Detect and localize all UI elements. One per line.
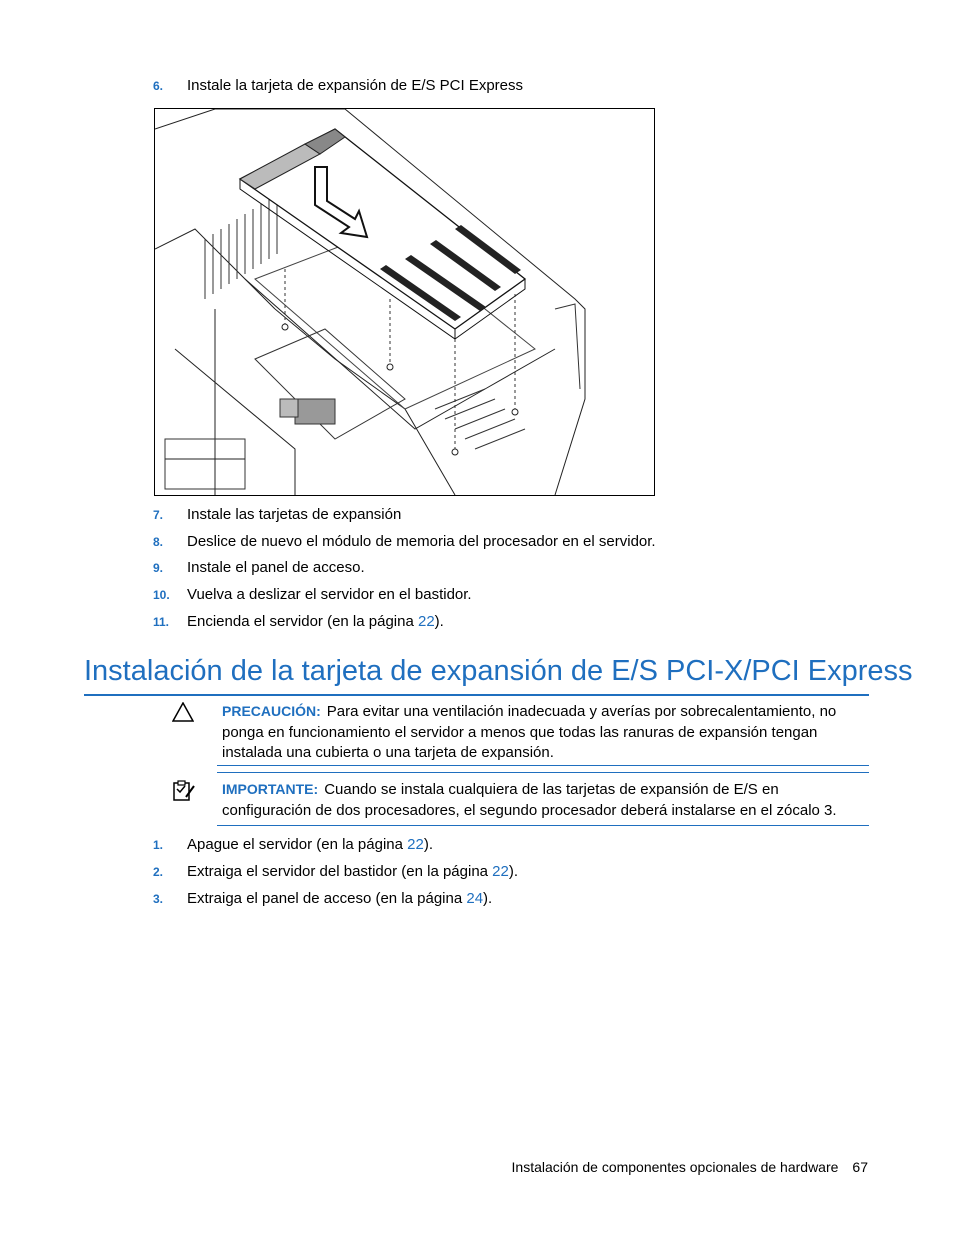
step-number: 1. [153,838,164,852]
step-number: 2. [153,865,164,879]
step-number: 10. [153,588,170,602]
step-text: Instale la tarjeta de expansión de E/S PCI Express [187,77,524,94]
step-text: Deslice de nuevo el módulo de memoria del procesador en el servidor. [187,533,656,550]
caution-divider [217,765,869,766]
step-3 [153,890,492,908]
step-7 [153,506,401,524]
important-bottom-divider [217,825,869,826]
important-text: Cuando se instala cualquiera de las tarjetas de expansión de E/S en configuración de dos procesadores, el segundo procesador deberá instalarse en el zócalo 3. [222,781,837,819]
step-2 [153,863,518,881]
section-title-rule [84,694,869,696]
caution-label: PRECAUCIÓN: [222,703,321,719]
important-top-divider [217,772,869,773]
page-link[interactable]: 22 [417,613,435,630]
step-10 [153,586,472,604]
step-text: Extraiga el panel de acceso (en la página [187,890,467,907]
footer-title: Instalación de componentes opcionales de hardware [511,1159,839,1175]
page-link[interactable]: 24 [466,890,484,907]
warning-triangle-icon [172,702,194,722]
step-text: Apague el servidor (en la página [187,836,408,853]
step-1 [153,836,433,854]
caution-text: Para evitar una ventilación inadecuada y averías por sobrecalentamiento, no ponga en funcionamiento el servidor a menos que todas las ranuras de expansión tengan instalada una cubierta o una tarjeta de expansión. [222,703,837,761]
step-text: Extraiga el servidor del bastidor (en la página [187,863,493,880]
step-number: 7. [153,508,164,522]
step-text-suffix: ). [434,613,444,630]
caution-note [222,701,862,764]
step-text-suffix: ). [483,890,493,907]
step-8 [153,533,656,551]
step-number: 8. [153,535,164,549]
step-text-suffix: ). [508,863,519,880]
step-11 [153,613,444,631]
step-text: Instale las tarjetas de expansión [187,506,402,523]
step-6 [153,77,523,95]
section-title: Instalación de la tarjeta de expansión de E/S PCI-X/PCI Express [84,655,913,687]
step-9 [153,559,365,577]
step-text-suffix: ). [423,836,434,853]
step-number: 11. [153,615,170,629]
step-text: Instale el panel de acceso. [187,559,365,576]
page-number: 67 [852,1159,868,1175]
important-clipboard-icon [172,780,196,802]
page-link[interactable]: 22 [407,836,424,853]
page-link[interactable]: 22 [492,863,509,880]
important-label: IMPORTANTE: [222,781,319,797]
step-text: Encienda el servidor (en la página [187,613,418,630]
server-illustration [154,108,655,496]
important-note [222,779,862,821]
step-number: 6. [153,79,164,93]
step-number: 3. [153,892,164,906]
step-text: Vuelva a deslizar el servidor en el bastidor. [187,586,472,603]
step-number: 9. [153,561,164,575]
page-footer [512,1159,868,1175]
